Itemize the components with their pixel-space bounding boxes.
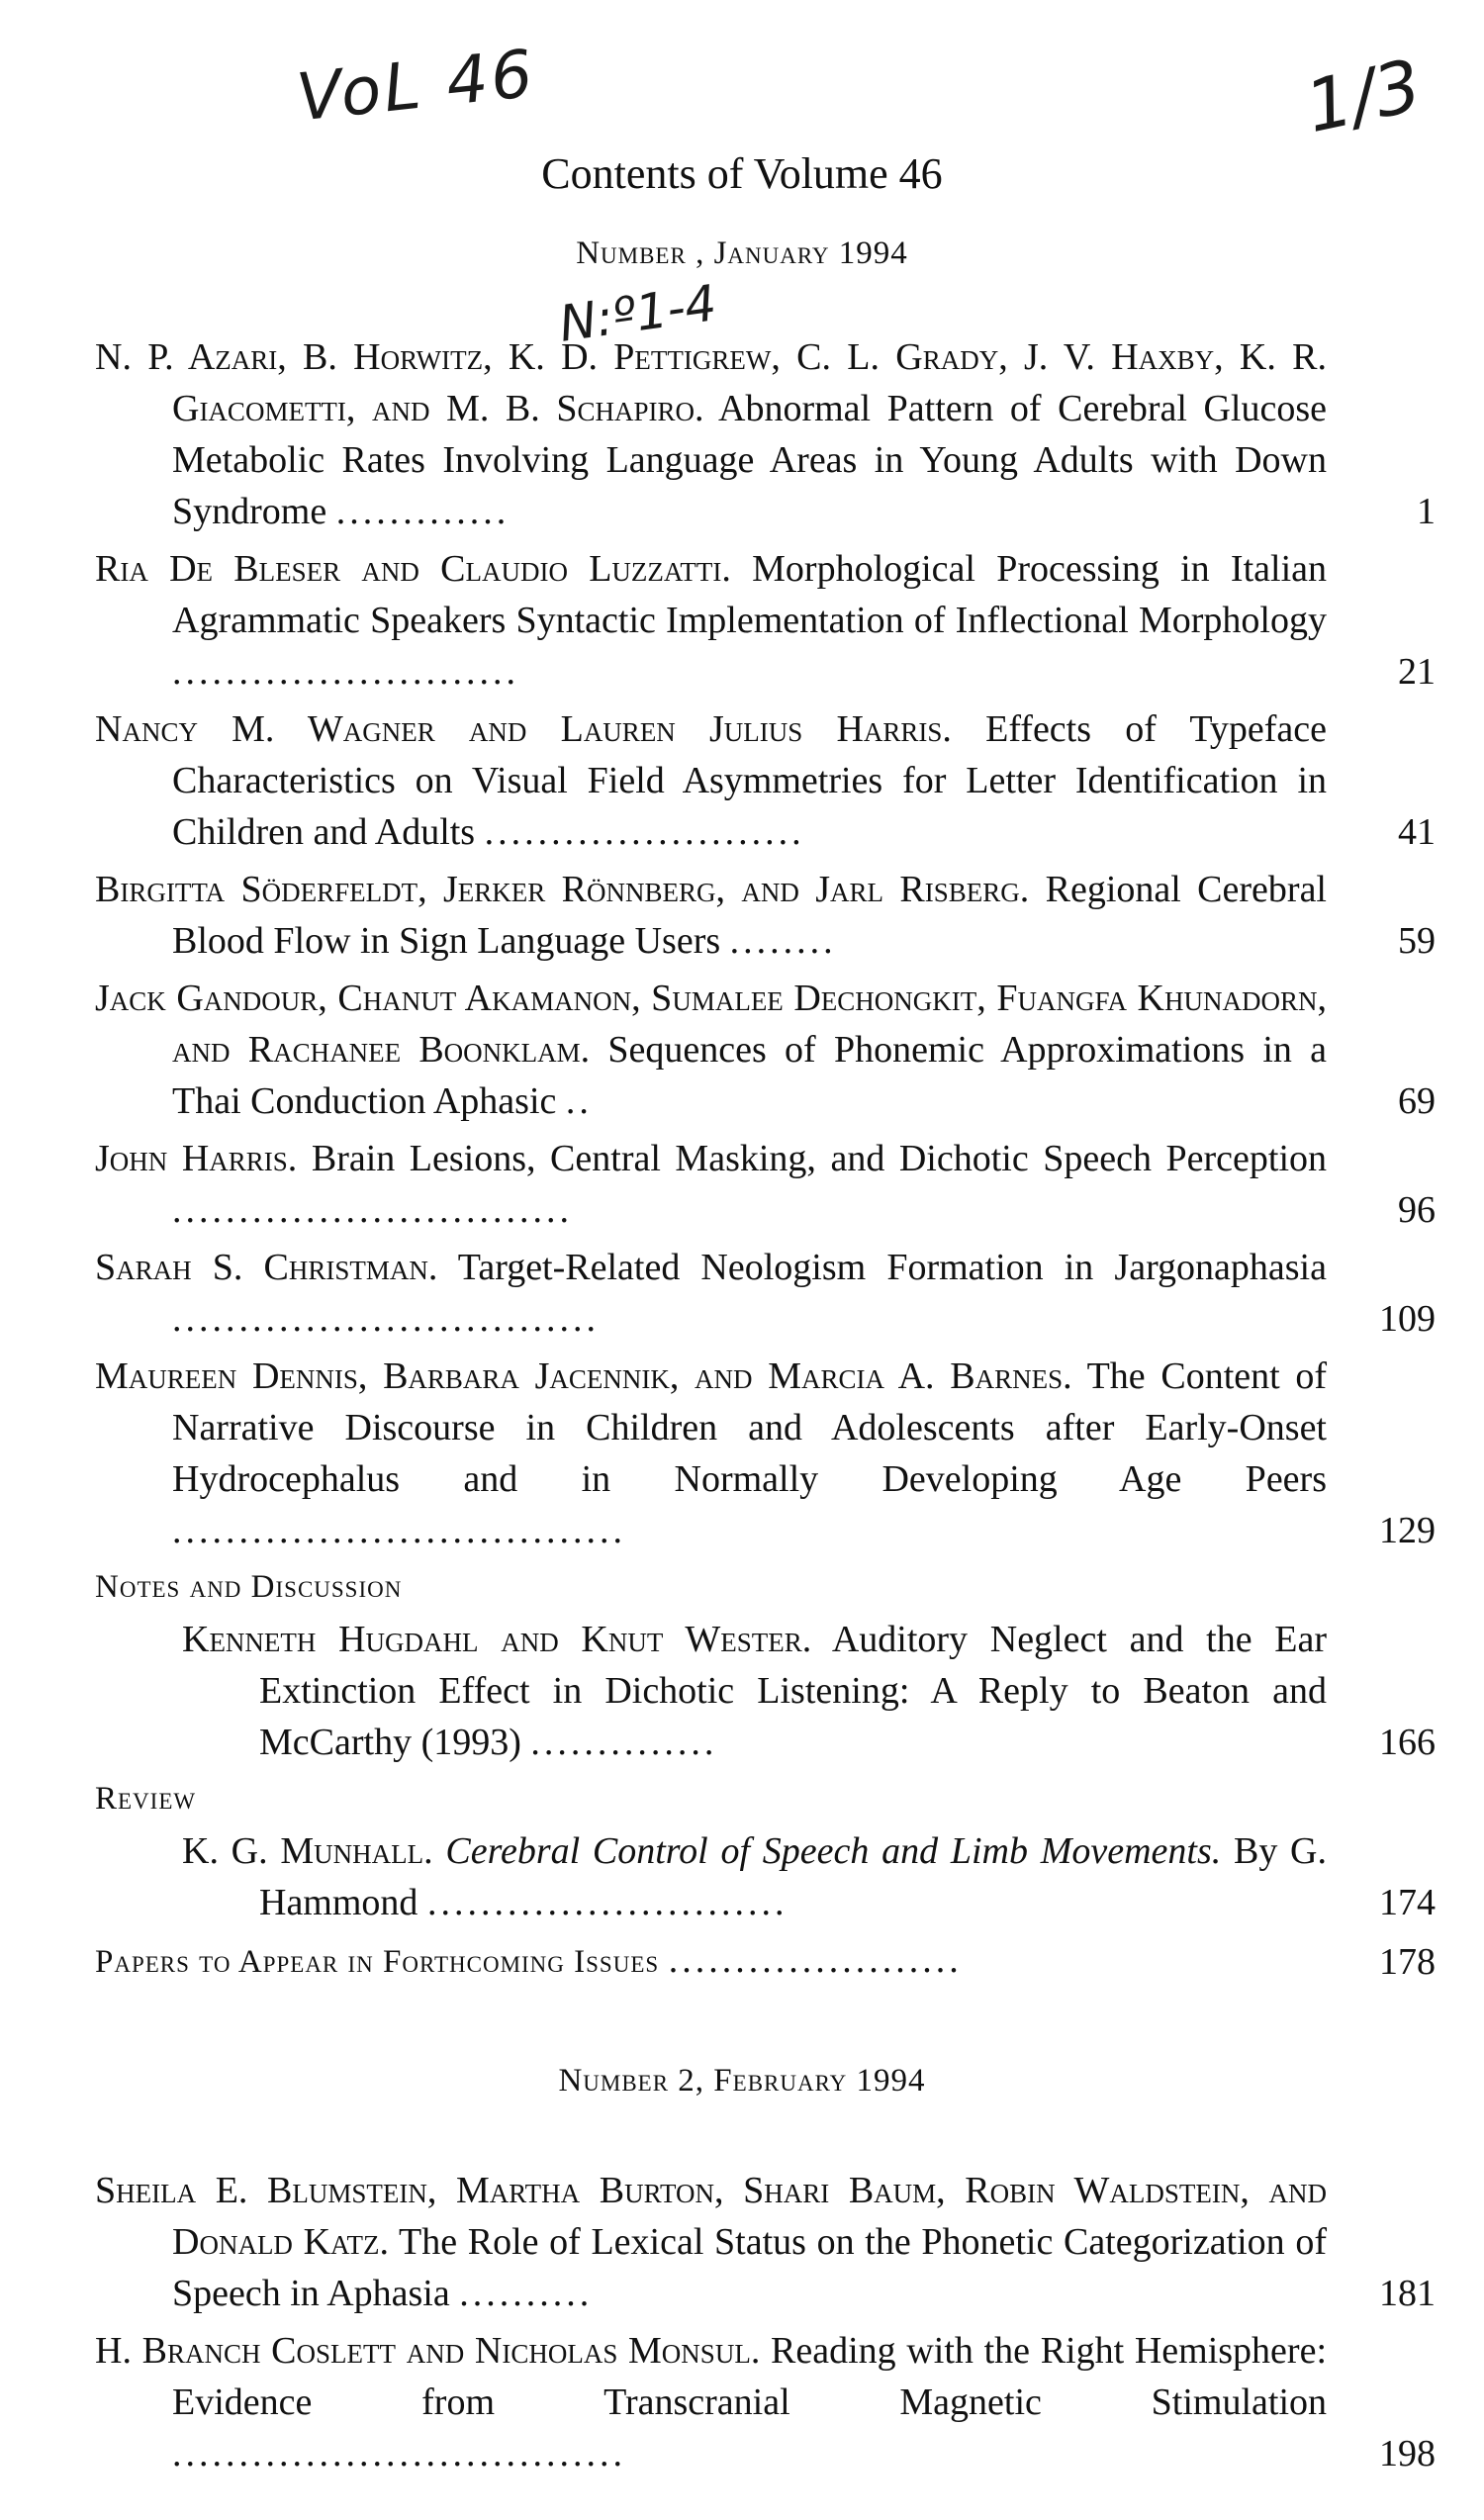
entry-byline: By G. Hammond (259, 1830, 1327, 1923)
entry-authors: Jack Gandour, Chanut Akamanon, Sumalee Dechongkit, Fuangfa Khunadorn, and Rachanee Boonklam. (95, 978, 1327, 1071)
dot-leader: ........................... (426, 1882, 788, 1923)
entry-title: Auditory Neglect and the Ear Extinction Effect in Dichotic Listening: A Reply to Beaton and McCarthy (1993) (259, 1619, 1328, 1763)
page-title: Contents of Volume 46 (541, 149, 943, 198)
entry-authors: N. P. Azari, B. Horwitz, K. D. Pettigrew, C. L. Grady, J. V. Haxby, K. R. Giacometti, and M. B. Schapiro. (95, 336, 1327, 429)
entry-authors: Nancy M. Wagner and Lauren Julius Harris. (95, 708, 952, 750)
toc-entry (95, 1242, 1436, 1345)
dot-leader: .. (565, 1080, 593, 1122)
entry-title: The Role of Lexical Status on the Phonetic Categorization of Speech in Aphasia (172, 2221, 1327, 2314)
entry-authors: Maureen Dennis, Barbara Jacennik, and Marcia A. Barnes. (95, 1355, 1072, 1397)
issue-2-entries (95, 2165, 1436, 2485)
entry-title: Brain Lesions, Central Masking, and Dichotic Speech Perception (311, 1138, 1328, 1179)
toc-entry (95, 703, 1436, 858)
entry-title: Regional Cerebral Blood Flow in Sign Language Users (172, 869, 1327, 962)
handwritten-volume-note: VoL 46 (293, 35, 539, 137)
toc-entry (95, 331, 1436, 537)
handwritten-fraction-note: 1/3 (1298, 43, 1429, 149)
entry-page: 166 (1379, 1722, 1436, 1763)
entry-title: Sequences of Phonemic Approximations in a Thai Conduction Aphasic (172, 1029, 1327, 1122)
entry-authors: K. G. Munhall. (182, 1830, 433, 1872)
toc-entry (95, 973, 1436, 1127)
dot-leader: ................................ (172, 1298, 600, 1340)
entry-title: Morphological Processing in Italian Agrammatic Speakers Syntactic Implementation of Inflectional Morphology (172, 548, 1327, 641)
entry-authors: Kenneth Hugdahl and Knut Wester. (182, 1619, 812, 1660)
toc-entry (95, 1934, 1436, 1988)
toc-entry (95, 2325, 1436, 2479)
entry-authors: Ria De Bleser and Claudio Luzzatti. (95, 548, 731, 590)
notes-discussion-label: Notes and Discussion (95, 1569, 403, 1605)
dot-leader: .......... (459, 2273, 594, 2314)
entry-page: 178 (1379, 1941, 1436, 1983)
entry-title: Reading with the Right Hemisphere: Evidence from Transcranial Magnetic Stimulation (172, 2330, 1328, 2423)
dot-leader: ........................ (484, 811, 805, 853)
papers-forthcoming-label: Papers to Appear in Forthcoming Issues (95, 1944, 660, 1980)
entry-page: 181 (1379, 2273, 1436, 2314)
entry-authors: Birgitta Söderfeldt, Jerker Rönnberg, and Jarl Risberg. (95, 869, 1030, 910)
entry-page: 198 (1379, 2433, 1436, 2474)
entry-title: Abnormal Pattern of Cerebral Glucose Metabolic Rates Involving Language Areas in Young Adults with Down Syndrome (172, 388, 1328, 532)
toc-entry (95, 543, 1436, 698)
entry-authors: H. Branch Coslett and Nicholas Monsul. (95, 2330, 761, 2372)
entry-title: Effects of Typeface Characteristics on Visual Field Asymmetries for Letter Identification in Children and Adults (172, 708, 1328, 853)
entry-page: 41 (1398, 811, 1436, 853)
issue-1-entries (95, 331, 1436, 1994)
toc-entry (95, 1133, 1436, 1236)
dot-leader: .............. (530, 1722, 718, 1763)
entry-page: 59 (1398, 920, 1436, 962)
toc-entry (182, 1825, 1436, 1928)
entry-title: Target-Related Neologism Formation in Jargonaphasia (457, 1247, 1327, 1288)
toc-entry (182, 1614, 1436, 1768)
dot-leader: .................................. (172, 1510, 626, 1551)
entry-page: 129 (1379, 1510, 1436, 1551)
handwritten-number-note: N:º1-4 (555, 274, 720, 353)
entry-title: Cerebral Control of Speech and Limb Movements. (445, 1830, 1222, 1872)
dot-leader: ...................... (668, 1939, 963, 1981)
entry-page: 69 (1398, 1080, 1436, 1122)
entry-page: 96 (1398, 1189, 1436, 1231)
toc-entry (95, 2165, 1436, 2319)
issue-heading: Number 2, February 1994 (558, 2063, 926, 2099)
entry-page: 1 (1417, 491, 1436, 532)
entry-page: 174 (1379, 1882, 1436, 1923)
dot-leader: .......................... (172, 651, 519, 693)
entry-title: The Content of Narrative Discourse in Children and Adolescents after Early-Onset Hydrocephalus and in Normally Developing Age Peers (172, 1355, 1328, 1500)
toc-entry (95, 1351, 1436, 1556)
dot-leader: .............................. (172, 1189, 573, 1231)
entry-authors: Sarah S. Christman. (95, 1247, 438, 1288)
dot-leader: ........ (729, 920, 837, 962)
entry-page: 109 (1379, 1298, 1436, 1340)
dot-leader: .................................. (172, 2433, 626, 2474)
issue-heading: Number , January 1994 (576, 235, 908, 271)
entry-authors: Sheila E. Blumstein, Martha Burton, Shari Baum, Robin Waldstein, and Donald Katz. (95, 2170, 1327, 2263)
entry-page: 21 (1398, 651, 1436, 693)
dot-leader: ............. (335, 491, 510, 532)
toc-entry (95, 864, 1436, 967)
review-label: Review (95, 1781, 197, 1817)
entry-authors: John Harris. (95, 1138, 298, 1179)
